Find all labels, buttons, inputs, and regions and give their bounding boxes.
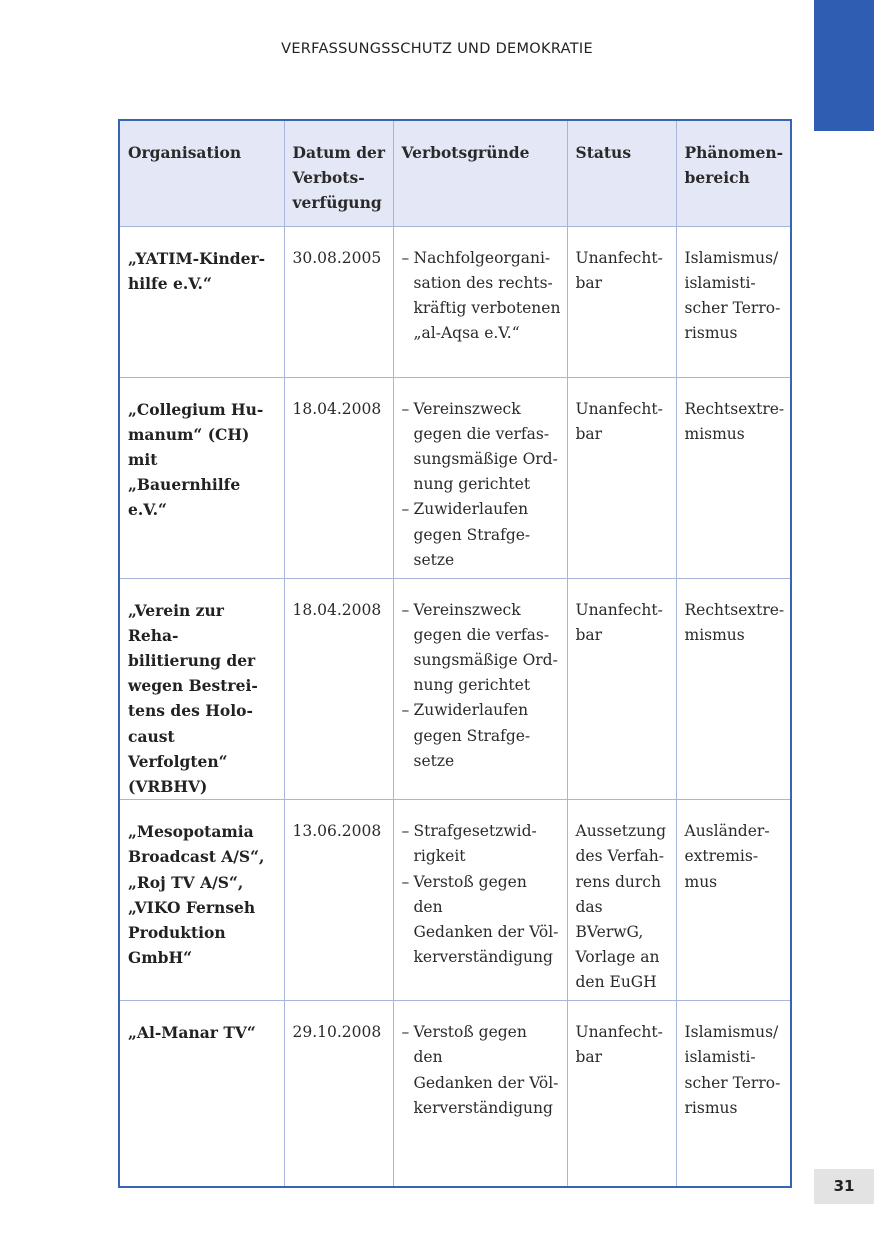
column-header-verbotsgruende: Verbotsgründe <box>393 120 567 226</box>
phaenomenbereich-cell: Islamismus/ islamisti- scher Terro- rismus <box>676 1001 791 1187</box>
status-cell: Unanfecht- bar <box>567 578 676 800</box>
datum-cell: 29.10.2008 <box>284 1001 393 1187</box>
organisation-cell: „Verein zur Reha- bilitierung der wegen Bestrei- tens des Holo- caust Verfolgten“ (VRBHV) <box>119 578 284 800</box>
column-header-phaenomenbereich: Phänomen- bereich <box>676 120 791 226</box>
column-header-organisation: Organisation <box>119 120 284 226</box>
status-cell: Aussetzung des Verfah- rens durch das BVerwG, Vorlage an den EuGH <box>567 800 676 1001</box>
organisation-cell: „Al-Manar TV“ <box>119 1001 284 1187</box>
datum-cell: 18.04.2008 <box>284 578 393 800</box>
verbotsgrund-item: – Verstoß gegen den Gedanken der Völ- kerverständigung <box>402 1020 561 1121</box>
organisation-cell: „Collegium Hu- manum“ (CH) mit „Bauernhilfe e.V.“ <box>119 377 284 578</box>
verbotsgrund-item: – Zuwiderlaufen gegen Strafge- setze <box>402 497 561 573</box>
verbotsgruende-cell <box>393 1001 567 1187</box>
verbotsgrund-item: – Verstoß gegen den Gedanken der Völ- kerverständigung <box>402 870 561 971</box>
verbotsgruende-cell <box>393 578 567 800</box>
datum-cell: 30.08.2005 <box>284 226 393 377</box>
verbotsgruende-cell <box>393 377 567 578</box>
datum-cell: 13.06.2008 <box>284 800 393 1001</box>
table-row <box>119 1001 791 1187</box>
running-header: VERFASSUNGSSCHUTZ UND DEMOKRATIE <box>281 41 593 57</box>
verbotsgrund-item: – Zuwiderlaufen gegen Strafge- setze <box>402 698 561 774</box>
phaenomenbereich-cell: Islamismus/ islamisti- scher Terro- rismus <box>676 226 791 377</box>
verbotsgruende-cell <box>393 800 567 1001</box>
table-row <box>119 377 791 578</box>
table-row <box>119 226 791 377</box>
verbotsgrund-item: – Strafgesetzwid- rigkeit <box>402 819 561 869</box>
organisation-cell: „Mesopotamia Broadcast A/S“, „Roj TV A/S“, „VIKO Fernseh Produktion GmbH“ <box>119 800 284 1001</box>
table-row <box>119 800 791 1001</box>
phaenomenbereich-cell: Ausländer- extremis- mus <box>676 800 791 1001</box>
phaenomenbereich-cell: Rechtsextre- mismus <box>676 578 791 800</box>
status-cell: Unanfecht- bar <box>567 226 676 377</box>
table-row <box>119 578 791 800</box>
status-cell: Unanfecht- bar <box>567 377 676 578</box>
chapter-tab <box>814 0 874 131</box>
page-number: 31 <box>814 1169 874 1204</box>
verbotsgrund-item: – Vereinszweck gegen die verfas- sungsmäßige Ord- nung gerichtet <box>402 598 561 699</box>
column-header-datum: Datum der Verbots- verfügung <box>284 120 393 226</box>
phaenomenbereich-cell: Rechtsextre- mismus <box>676 377 791 578</box>
column-header-status: Status <box>567 120 676 226</box>
verbotsgrund-item: – Nachfolgeorgani- sation des rechts- kräftig verbotenen „al-Aqsa e.V.“ <box>402 246 561 347</box>
verbotsgrund-item: – Vereinszweck gegen die verfas- sungsmäßige Ord- nung gerichtet <box>402 397 561 498</box>
table-header-row <box>119 120 791 226</box>
ban-table <box>118 119 792 1188</box>
datum-cell: 18.04.2008 <box>284 377 393 578</box>
status-cell: Unanfecht- bar <box>567 1001 676 1187</box>
verbotsgruende-cell <box>393 226 567 377</box>
organisation-cell: „YATIM-Kinder- hilfe e.V.“ <box>119 226 284 377</box>
